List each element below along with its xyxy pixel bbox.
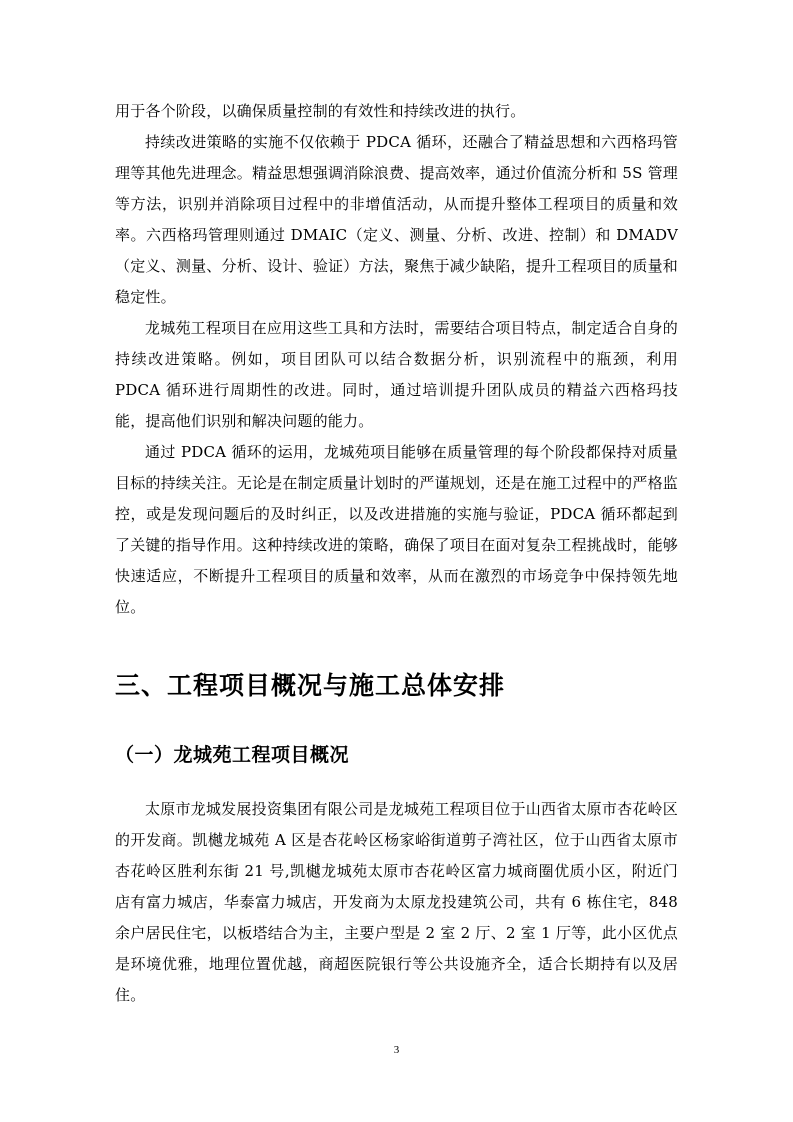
subsection-heading: （一）龙城苑工程项目概况 bbox=[115, 744, 350, 766]
paragraph: 用于各个阶段，以确保质量控制的有效性和持续改进的执行。 bbox=[115, 102, 526, 120]
body-text-top bbox=[115, 96, 678, 623]
paragraph: 太原市龙城发展投资集团有限公司是龙城苑工程项目位于山西省太原市杏花岭区的开发商。凯樾龙城苑 A 区是杏花岭区杨家峪街道剪子湾社区，位于山西省太原市杏花岭区胜利东街 21 号,凯樾龙城苑太原市杏花岭区富力城商圈优质小区，附近门店有富力城店，华泰富力城店，开发商为太原龙投建筑公司，共有 6 栋住宅，848 余户居民住宅，以板塔结合为主，主要户型是 2 室 2 厅、2 室 1 厅等，此小区优点是环境优雅，地理位置优越，商超医院银行等公共设施齐全，适合长期持有以及居住。 bbox=[115, 800, 678, 1004]
paragraph: 通过 PDCA 循环的运用，龙城苑项目能够在质量管理的每个阶段都保持对质量目标的持续关注。无论是在制定质量计划时的严谨规划，还是在施工过程中的严格监控，或是发现问题后的及时纠正，以及改进措施的实施与验证，PDCA 循环都起到了关键的指导作用。这种持续改进的策略，确保了项目在面对复杂工程挑战时，能够快速适应，不断提升工程项目的质量和效率，从而在激烈的市场竞争中保持领先地位。 bbox=[115, 443, 678, 616]
paragraph: 持续改进策略的实施不仅依赖于 PDCA 循环，还融合了精益思想和六西格玛管理等其他先进理念。精益思想强调消除浪费、提高效率，通过价值流分析和 5S 管理等方法，识别并消除项目过程中的非增值活动，从而提升整体工程项目的质量和效率。六西格玛管理则通过 DMAIC（定义、测量、分析、改进、控制）和 DMADV（定义、测量、分析、设计、验证）方法，聚焦于减少缺陷，提升工程项目的质量和稳定性。 bbox=[115, 133, 678, 306]
section-heading: 三、工程项目概况与施工总体安排 bbox=[115, 671, 506, 700]
body-text-bottom bbox=[115, 794, 678, 1011]
page-number: 3 bbox=[393, 1044, 400, 1056]
paragraph: 龙城苑工程项目在应用这些工具和方法时，需要结合项目特点，制定适合自身的持续改进策略。例如，项目团队可以结合数据分析，识别流程中的瓶颈，利用 PDCA 循环进行周期性的改进。同时，通过培训提升团队成员的精益六西格玛技能，提高他们识别和解决问题的能力。 bbox=[115, 319, 678, 430]
